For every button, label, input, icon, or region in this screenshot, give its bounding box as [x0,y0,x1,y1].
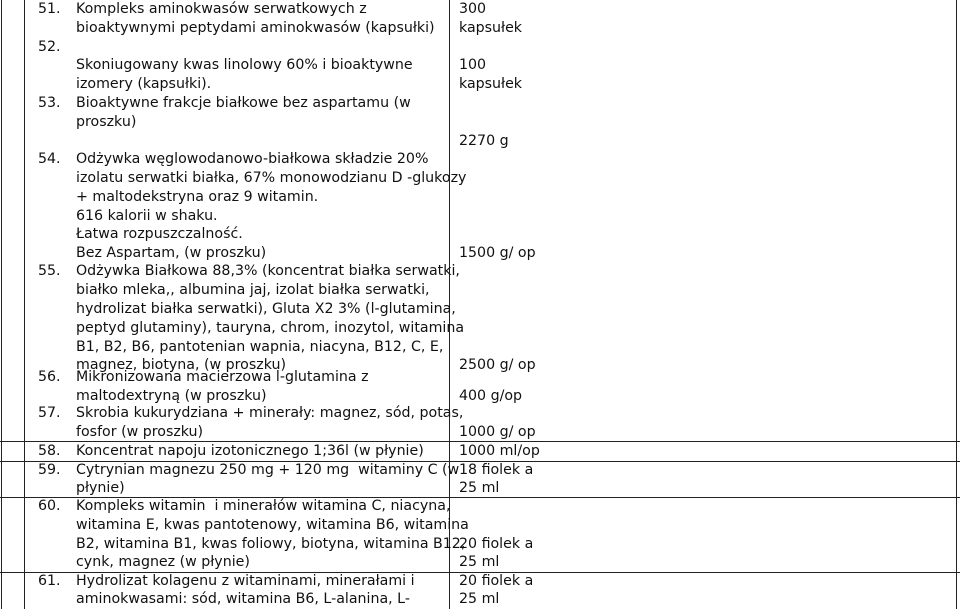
row-number: 57. [38,405,61,421]
row-quantity: 20 fiolek a [459,573,534,589]
row-number: 56. [38,369,61,385]
row-description-line: białko mleka,, albumina jaj, izolat białka serwatki, [76,282,430,298]
row-number: 54. [38,151,61,167]
row-quantity: 25 ml [459,480,500,496]
row-quantity: 400 g/op [459,388,523,404]
row-number: 58. [38,443,61,459]
row-number: 55. [38,263,61,279]
row-quantity: 100 [459,57,487,73]
row-description-line: + maltodekstryna oraz 9 witamin. [76,189,319,205]
row-description-line: cynk, magnez (w płynie) [76,554,250,570]
row-description-line: Bioaktywne frakcje białkowe bez aspartamu (w [76,95,411,111]
row-description-line: aminokwasami: sód, witamina B6, L-alanina, L- [76,591,410,607]
row-number: 52. [38,39,61,55]
row-description-line: Skoniugowany kwas linolowy 60% i bioaktywne [76,57,413,73]
row-quantity: 25 ml [459,591,500,607]
row-description-line: Kompleks aminokwasów serwatkowych z [76,1,367,17]
row-description-line: peptyd glutaminy), tauryna, chrom, inozytol, witamina [76,320,465,336]
row-description-line: Koncentrat napoju izotonicznego 1;36l (w płynie) [76,443,424,459]
row-number: 61. [38,573,61,589]
row-description-line: Cytrynian magnezu 250 mg + 120 mg witaminy C (w [76,462,460,478]
row-description-line: Odżywka węglowodanowo-białkowa składzie 20% [76,151,429,167]
row-number: 60. [38,498,61,514]
row-quantity: 2500 g/ op [459,357,536,373]
row-description-line: izolatu serwatki białka, 67% monowodzianu D -glukozy [76,170,467,186]
row-description-line: 616 kalorii w shaku. [76,208,218,224]
row-quantity: 1000 ml/op [459,443,540,459]
row-number: 59. [38,462,61,478]
row-description-line: fosfor (w proszku) [76,424,204,440]
row-description-line: Bez Aspartam, (w proszku) [76,245,267,261]
row-description-line: bioaktywnymi peptydami aminokwasów (kapsułki) [76,20,435,36]
row-description-line: płynie) [76,480,125,496]
row-description-line: witamina E, kwas pantotenowy, witamina B6, witamina [76,517,469,533]
row-description-line: Łatwa rozpuszczalność. [76,226,243,242]
row-description-line: magnez, biotyna, (w proszku) [76,357,286,373]
row-quantity: 18 fiolek a [459,462,534,478]
row-number: 53. [38,95,61,111]
row-description-line: Hydrolizat kolagenu z witaminami, minerałami i [76,573,415,589]
row-quantity: 25 ml [459,554,500,570]
row-quantity: kapsułek [459,20,523,36]
row-quantity: 1000 g/ op [459,424,536,440]
row-number: 51. [38,1,61,17]
row-description-line: B1, B2, B6, pantotenian wapnia, niacyna, B12, C, E, [76,339,444,355]
row-quantity: 20 fiolek a [459,536,534,552]
col-divider-num [24,0,25,609]
row-description-line: Kompleks witamin i minerałów witamina C, niacyna, [76,498,451,514]
row-quantity: 300 [459,1,487,17]
row-quantity: 1500 g/ op [459,245,536,261]
row-description-line: B2, witamina B1, kwas foliowy, biotyna, witamina B12, [76,536,466,552]
row-description-line: hydrolizat białka serwatki), Gluta X2 3% (l-glutamina, [76,301,456,317]
row-quantity: kapsułek [459,76,523,92]
table-border-left [1,0,2,609]
table-border-right [956,0,957,609]
row-description-line: Mikronizowana macierzowa l-glutamina z [76,369,369,385]
row-description-line: maltodextryną (w proszku) [76,388,267,404]
row-description-line: Odżywka Białkowa 88,3% (koncentrat białka serwatki, [76,263,460,279]
row-description-line: izomery (kapsułki). [76,76,212,92]
row-description-line: proszku) [76,114,137,130]
row-description-line: Skrobia kukurydziana + minerały: magnez, sód, potas, [76,405,464,421]
row-quantity: 2270 g [459,133,509,149]
